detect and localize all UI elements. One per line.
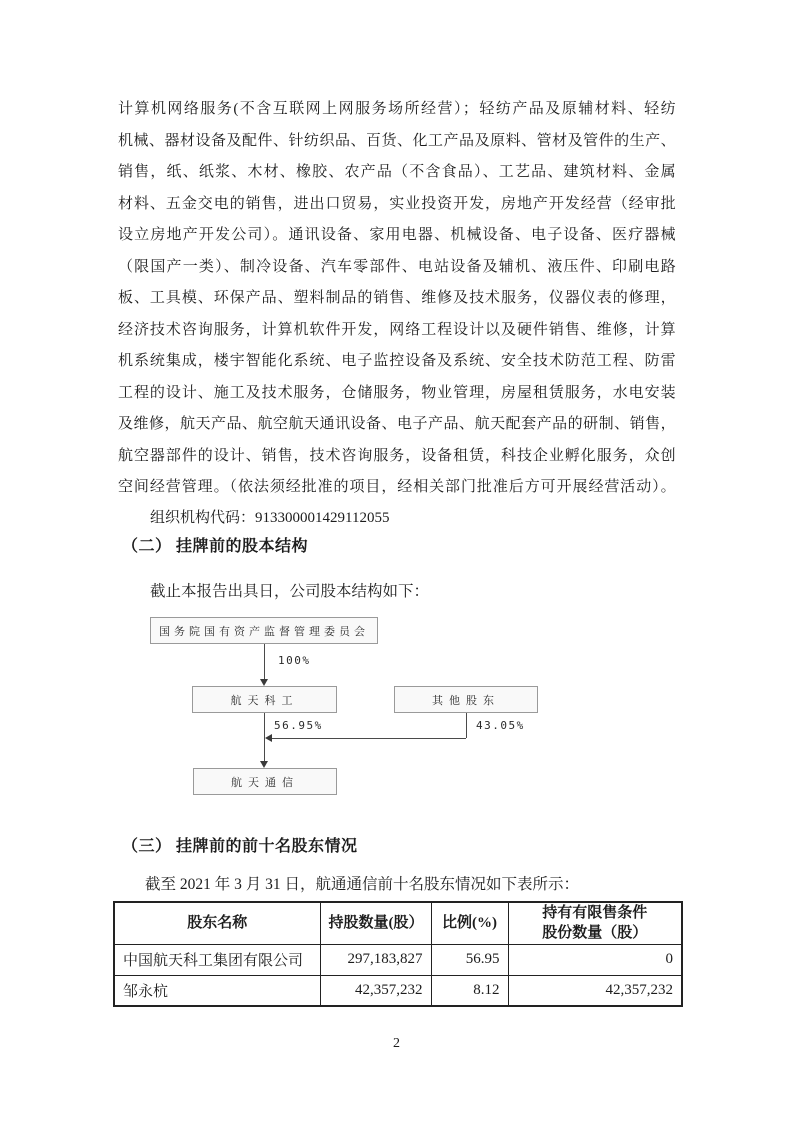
table-header-row bbox=[114, 902, 682, 944]
paragraph-line: 机械、器材设备及配件、针纺织品、百货、化工产品及原料、管材及管件的生产、 bbox=[118, 132, 676, 149]
table-row bbox=[114, 975, 682, 1006]
cell-restricted-shares: 42,357,232 bbox=[508, 975, 682, 1006]
organization-code-line: 组织机构代码：913300001429112055 bbox=[150, 510, 390, 526]
column-header-restricted-line2: 股份数量（股） bbox=[542, 925, 648, 942]
column-header-restricted-shares bbox=[508, 902, 682, 944]
column-header-shareholder-name: 股东名称 bbox=[114, 902, 320, 944]
paragraph-line: 机系统集成，楼宇智能化系统、电子监控设备及系统、安全技术防范工程、防雷 bbox=[118, 353, 676, 369]
cell-shareholder-name: 中国航天科工集团有限公司 bbox=[114, 944, 320, 975]
paragraph-line: 设立房地产开发公司）。通讯设备、家用电器、机械设备、电子设备、医疗器械 bbox=[118, 227, 676, 243]
edge-label-5695: 56.95% bbox=[274, 719, 323, 732]
connector-other-down bbox=[466, 713, 467, 738]
section-heading-top-shareholders: （三） 挂牌前的前十名股东情况 bbox=[122, 838, 358, 855]
org-node-casic: 航天科工 bbox=[192, 686, 337, 713]
cell-ratio: 56.95 bbox=[431, 944, 508, 975]
capital-structure-caption: 截止本报告出具日，公司股本结构如下： bbox=[150, 583, 430, 600]
page-number: 2 bbox=[393, 1036, 400, 1051]
paragraph-line: 计算机网络服务(不含互联网上网服务场所经营）；轻纺产品及原辅材料、轻纺 bbox=[118, 101, 676, 117]
org-node-sasac: 国务院国有资产监督管理委员会 bbox=[150, 617, 378, 644]
shareholders-table bbox=[113, 901, 683, 1007]
section-heading-capital-structure: （二） 挂牌前的股本结构 bbox=[122, 538, 309, 555]
edge-label-100: 100% bbox=[278, 654, 311, 667]
org-node-htcomm: 航天通信 bbox=[193, 768, 337, 795]
paragraph-line: 及维修，航天产品、航空航天通讯设备、电子产品、航天配套产品的研制、销售， bbox=[118, 416, 676, 432]
paragraph-line: 经济技术咨询服务，计算机软件开发，网络工程设计以及硬件销售、维修，计算 bbox=[118, 321, 676, 338]
cell-restricted-shares: 0 bbox=[508, 944, 682, 975]
paragraph-line: 材料、五金交电的销售，进出口贸易，实业投资开发，房地产开发经营（经审批 bbox=[118, 195, 676, 212]
table-row bbox=[114, 944, 682, 975]
org-node-other-shareholders: 其他股东 bbox=[394, 686, 538, 713]
cell-shares-held: 297,183,827 bbox=[320, 944, 431, 975]
column-header-ratio: 比例(%) bbox=[431, 902, 508, 944]
cell-shares-held: 42,357,232 bbox=[320, 975, 431, 1006]
paragraph-line: 销售，纸、纸浆、木材、橡胶、农产品（不含食品）、工艺品、建筑材料、金属 bbox=[118, 164, 676, 180]
arrow-left-icon bbox=[265, 734, 272, 742]
arrow-down-icon bbox=[260, 679, 268, 686]
cell-ratio: 8.12 bbox=[431, 975, 508, 1006]
column-header-restricted-line1: 持有有限售条件 bbox=[542, 905, 648, 921]
paragraph-line: 空间经营管理。（依法须经批准的项目，经相关部门批准后方可开展经营活动）。 bbox=[118, 479, 676, 495]
edge-label-4305: 43.05% bbox=[476, 719, 525, 732]
column-header-shares-held: 持股数量(股） bbox=[320, 902, 431, 944]
ownership-structure-diagram bbox=[0, 615, 793, 810]
paragraph-line: 航空器部件的设计、销售，技术咨询服务，设备租赁，科技企业孵化服务，众创 bbox=[118, 447, 676, 464]
connector-other-horizontal bbox=[271, 738, 466, 739]
paragraph-line: 板、工具模、环保产品、塑料制品的销售、维修及技术服务，仪器仪表的修理， bbox=[118, 290, 676, 306]
connector-sasac-casic bbox=[264, 644, 265, 680]
paragraph-line: 工程的设计、施工及技术服务，仓储服务，物业管理，房屋租赁服务，水电安装 bbox=[118, 384, 676, 401]
cell-shareholder-name: 邹永杭 bbox=[114, 975, 320, 1006]
paragraph-line: （限国产一类）、制冷设备、汽车零部件、电站设备及辅机、液压件、印刷电路 bbox=[118, 258, 676, 275]
top-shareholders-caption: 截至 2021 年 3 月 31 日，航通通信前十名股东情况如下表所示： bbox=[145, 876, 580, 893]
business-scope-paragraph bbox=[118, 94, 676, 504]
arrow-down-icon bbox=[260, 761, 268, 768]
